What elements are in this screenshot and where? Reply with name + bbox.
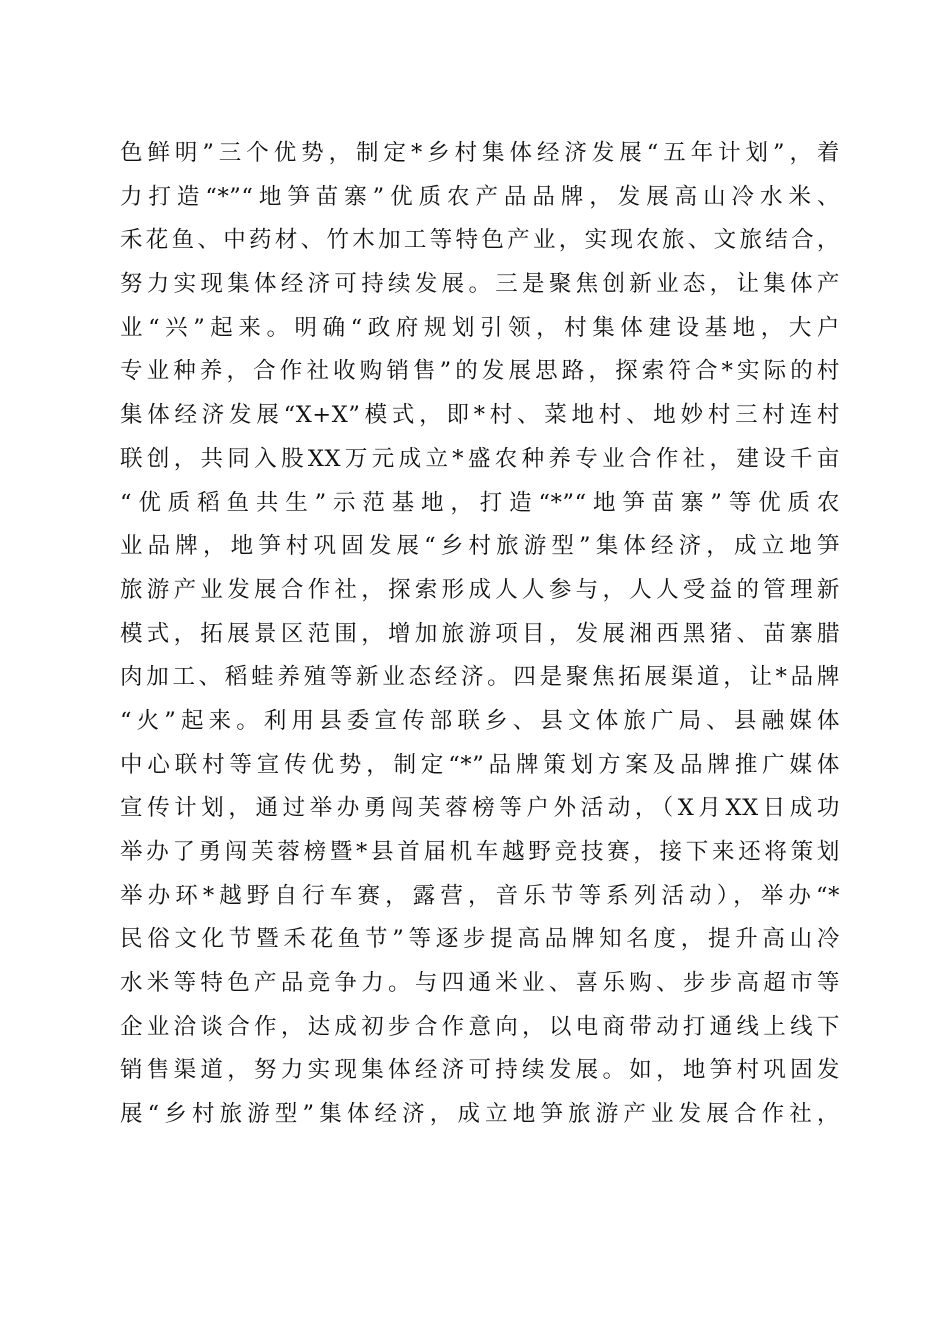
text-line: 业“兴”起来。明确“政府规划引领，村集体建设基地，大户 — [120, 314, 840, 341]
text-line: 水米等特色产品竞争力。与四通米业、喜乐购、步步高超市等 — [120, 970, 840, 997]
text-line: 力打造“*”“地笋苗寨”优质农产品品牌，发展高山冷水米、 — [120, 183, 840, 210]
text-line: 企业洽谈合作，达成初步合作意向，以电商带动打通线上线下 — [120, 1013, 840, 1040]
text-line: “火”起来。利用县委宣传部联乡、县文体旅广局、县融媒体 — [120, 707, 840, 734]
text-line: 专业种养，合作社收购销售”的发展思路，探索符合*实际的村 — [120, 358, 840, 385]
text-line: 联创，共同入股XX万元成立*盛农种养专业合作社，建设千亩 — [120, 445, 840, 472]
text-line: 业品牌，地笋村巩固发展“乡村旅游型”集体经济，成立地笋 — [120, 533, 840, 560]
body-paragraph — [120, 132, 840, 1137]
text-line: 禾花鱼、中药材、竹木加工等特色产业，实现农旅、文旅结合， — [120, 227, 840, 254]
text-line: 努力实现集体经济可持续发展。三是聚焦创新业态，让集体产 — [120, 271, 840, 298]
text-line: 集体经济发展“X+X”模式，即*村、菜地村、地妙村三村连村 — [120, 402, 840, 429]
text-line: 民俗文化节暨禾花鱼节”等逐步提高品牌知名度，提升高山冷 — [120, 926, 840, 953]
text-line: 模式，拓展景区范围，增加旅游项目，发展湘西黑猪、苗寨腊 — [120, 620, 840, 647]
text-line: 销售渠道，努力实现集体经济可持续发展。如，地笋村巩固发 — [120, 1057, 840, 1084]
text-line: 旅游产业发展合作社，探索形成人人参与，人人受益的管理新 — [120, 576, 840, 603]
text-line: 中心联村等宣传优势，制定“*”品牌策划方案及品牌推广媒体 — [120, 751, 840, 778]
text-line: 举办了勇闯芙蓉榜暨*县首届机车越野竞技赛，接下来还将策划 — [120, 839, 840, 865]
text-line: “优质稻鱼共生”示范基地，打造“*”“地笋苗寨”等优质农 — [120, 489, 840, 516]
text-line: 举办环*越野自行车赛，露营，音乐节等系列活动），举办“* — [120, 882, 840, 909]
text-line: 展“乡村旅游型”集体经济，成立地笋旅游产业发展合作社， — [120, 1101, 840, 1128]
text-line: 色鲜明”三个优势，制定*乡村集体经济发展“五年计划”，着 — [120, 140, 840, 166]
text-line: 肉加工、稻蛙养殖等新业态经济。四是聚焦拓展渠道，让*品牌 — [120, 664, 840, 691]
text-line: 宣传计划，通过举办勇闯芙蓉榜等户外活动，（X月XX日成功 — [120, 795, 840, 822]
